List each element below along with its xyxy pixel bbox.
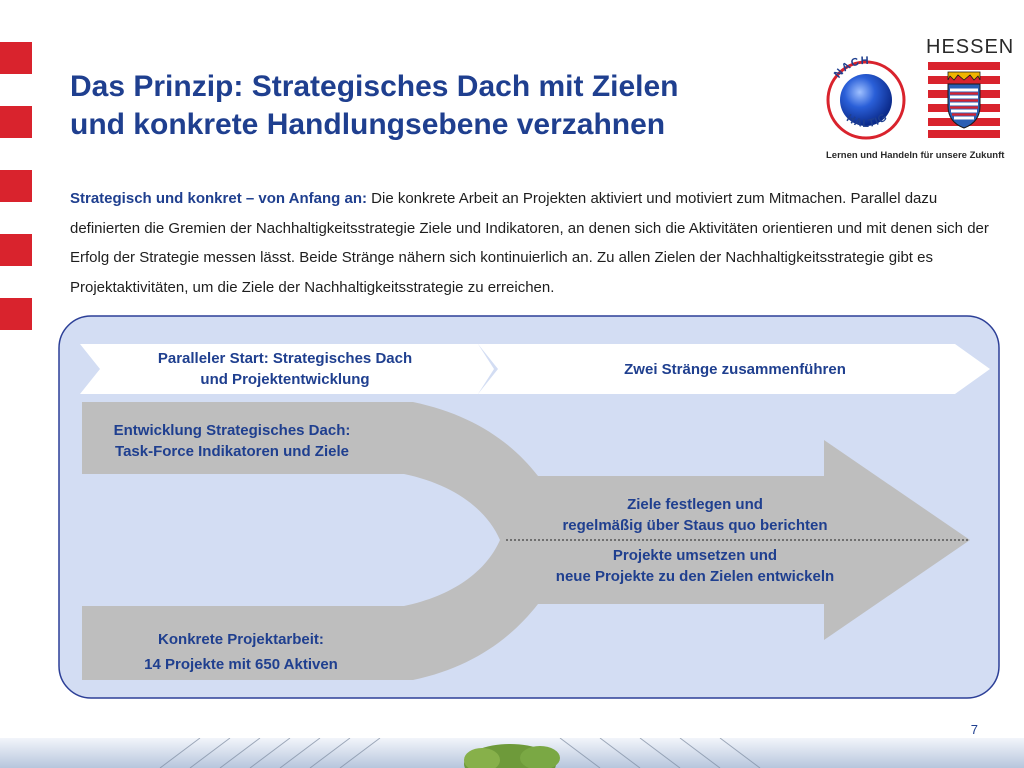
logo-slogan: Lernen und Handeln für unsere Zukunft	[826, 150, 1005, 161]
phase-1-line-2: und Projektentwicklung	[200, 371, 370, 388]
result-bottom-line-2: neue Projekte zu den Zielen entwickeln	[555, 568, 835, 585]
intro-text: Die konkrete Arbeit an Projekten aktiviert und motiviert zum Mitmachen. Parallel dazu definierten die Gremien der Nachhaltigkeitsstrategie Ziele und Indikatoren, an denen sich die Aktivitäten orientieren und mit denen sich der Erfolg der Strategie messen lässt. Beide Stränge nähern sich kontinuierlich an. Zu allen Zielen der Nachhaltigkeitsstrategie gibt es Projektaktivitäten, um die Ziele der Nachhaltigkeitsstrategie zu erreichen.	[70, 190, 989, 296]
intro-bold: Strategisch und konkret – von Anfang an:	[70, 190, 367, 207]
result-bottom-line-1: Projekte umsetzen und	[612, 547, 778, 564]
nachhaltig-bottom-text: HALTIG	[844, 110, 891, 130]
strand-bottom-line-2: 14 Projekte mit 650 Aktiven	[144, 656, 338, 673]
strand-top-label	[82, 420, 382, 462]
title-line-1: Das Prinzip: Strategisches Dach mit Zielen	[70, 70, 679, 103]
phase-1-line-1: Paralleler Start: Strategisches Dach	[157, 350, 413, 367]
nachhaltig-top-text: NACH	[831, 54, 870, 81]
result-top-line-1: Ziele festlegen und	[627, 496, 763, 513]
strand-top-line-1: Entwicklung Strategisches Dach:	[113, 422, 351, 439]
strand-bottom-label	[82, 627, 400, 677]
hessen-wordmark: HESSEN	[926, 36, 1015, 58]
strand-top-line-2: Task-Force Indikatoren und Ziele	[115, 443, 349, 460]
title-line-2: und konkrete Handlungsebene verzahnen	[70, 108, 666, 141]
phase-1-label	[110, 348, 460, 390]
phase-2-label: Zwei Stränge zusammenführen	[624, 361, 846, 378]
result-top-label	[520, 494, 870, 536]
result-top-line-2: regelmäßig über Staus quo berichten	[562, 517, 828, 534]
footer-photo-strip	[0, 738, 1024, 768]
page-number: 7	[970, 722, 978, 737]
result-bottom-label	[520, 545, 870, 587]
strand-bottom-line-1: Konkrete Projektarbeit:	[158, 631, 324, 648]
